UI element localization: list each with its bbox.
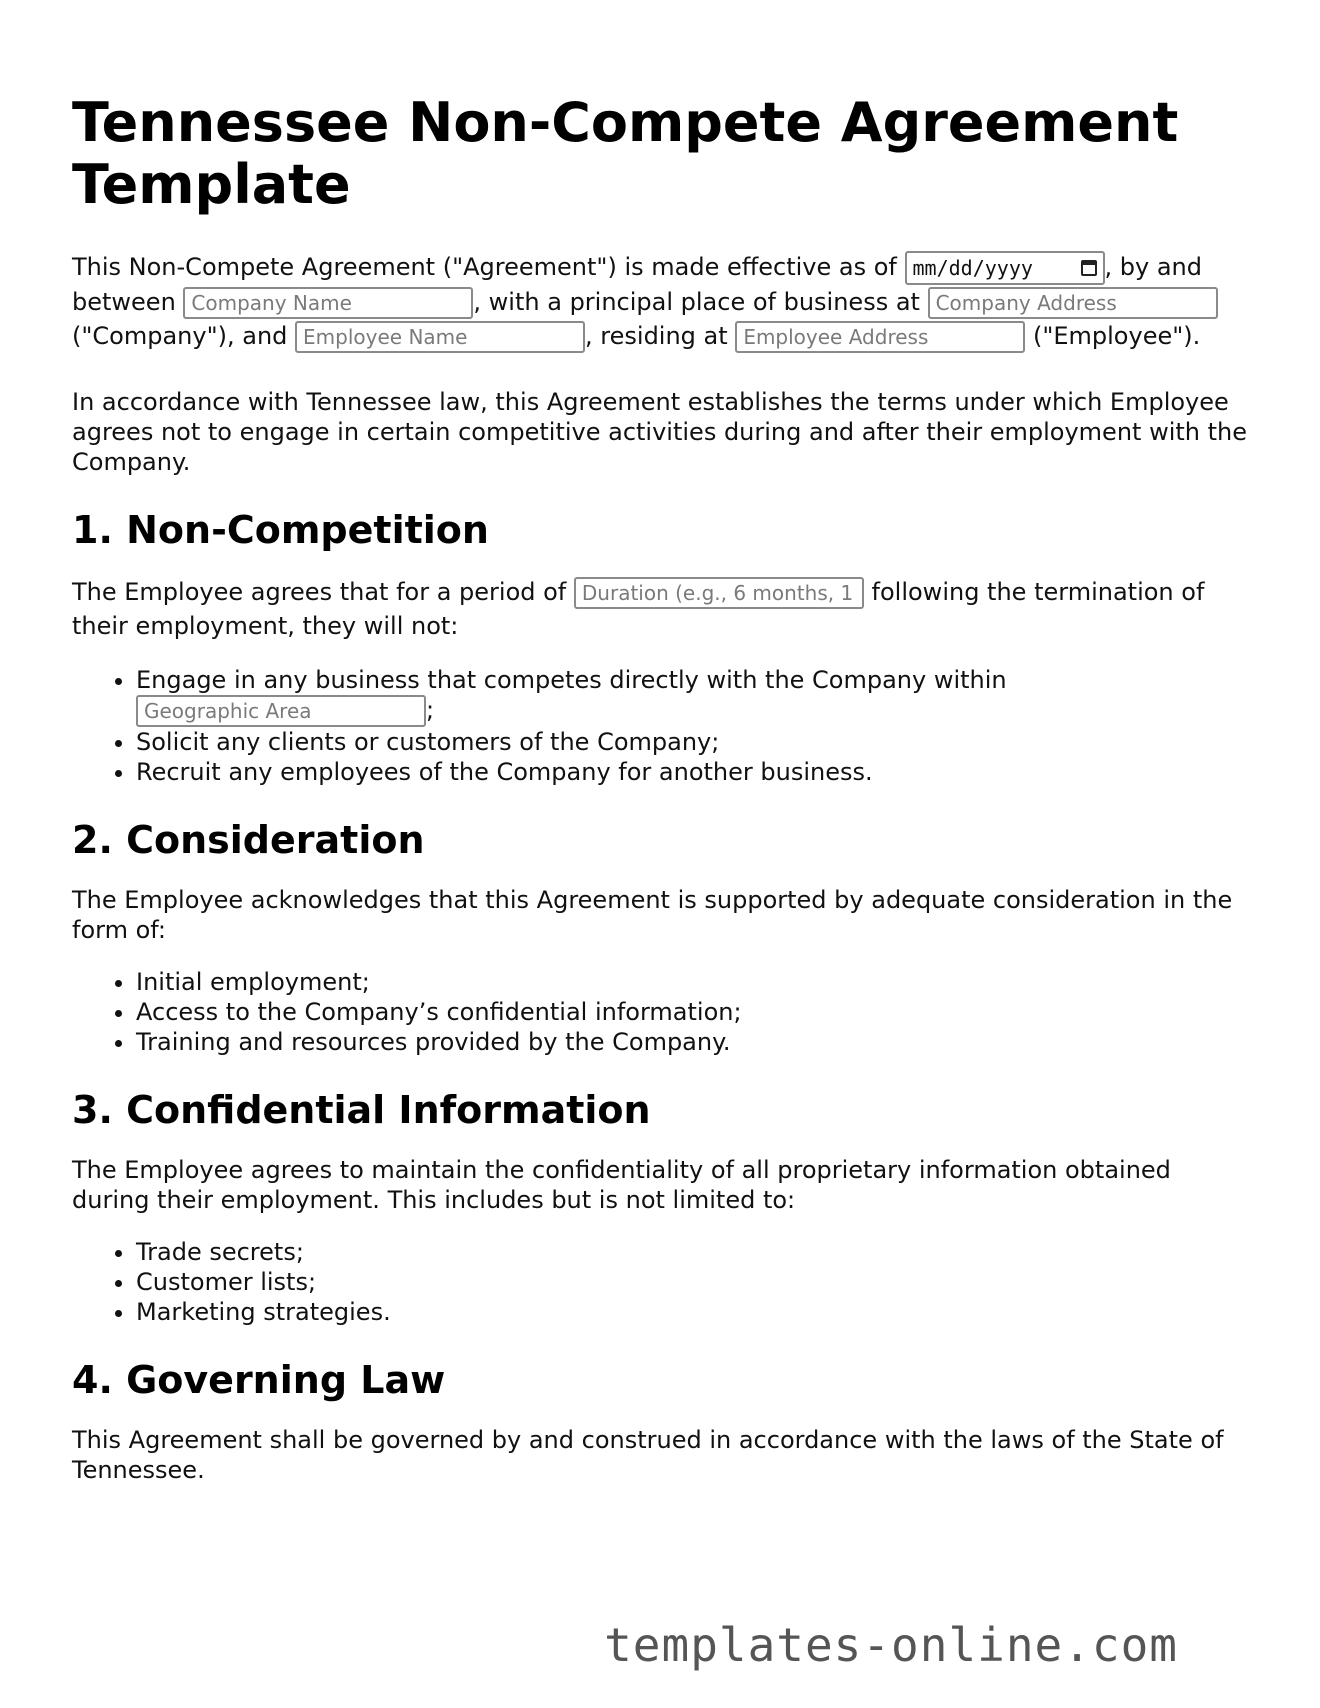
- date-value: mm/dd/yyyy: [912, 256, 1033, 280]
- employee-address-input[interactable]: [735, 321, 1025, 353]
- list-item: • Solicit any clients or customers of the Company;: [136, 727, 1252, 757]
- intro-text-3: , with a principal place of business at: [473, 288, 920, 316]
- list-item-text: Engage in any business that competes directly with the Company within: [136, 666, 1007, 694]
- section-2-paragraph: The Employee acknowledges that this Agreement is supported by adequate consideration in the form of:: [72, 886, 1233, 944]
- section-3-heading: 3. Confidential Information: [72, 1088, 651, 1132]
- section-3-paragraph: The Employee agrees to maintain the confidentiality of all proprietary information obtained during their employment. This includes but is not limited to:: [72, 1156, 1171, 1214]
- list-item: • Marketing strategies.: [136, 1297, 1252, 1327]
- effective-date-input[interactable]: [905, 251, 1105, 285]
- document-page: [72, 0, 1252, 1485]
- calendar-icon[interactable]: [1081, 260, 1097, 276]
- intro-text-1: This Non-Compete Agreement ("Agreement") is made effective as of: [72, 253, 897, 281]
- section-1-text-2: following the termination of their employment, they will not:: [72, 578, 1205, 640]
- company-address-input[interactable]: [928, 287, 1218, 319]
- confidential-list: [72, 1237, 1252, 1327]
- page-title: Tennessee Non-Compete Agreement Template: [72, 91, 1179, 216]
- list-item: • Access to the Company’s confidential information;: [136, 997, 1252, 1027]
- list-item: • Recruit any employees of the Company for another business.: [136, 757, 1252, 787]
- intro-text-2: , by and between: [72, 253, 1202, 316]
- intro-paragraph: [72, 250, 1252, 353]
- intro-text-5: , residing at: [585, 322, 728, 350]
- section-1-paragraph: [72, 575, 1252, 643]
- section-4-paragraph: This Agreement shall be governed by and construed in accordance with the laws of the State of Tennessee.: [72, 1426, 1224, 1484]
- list-item: • Training and resources provided by the Company.: [136, 1027, 1252, 1057]
- section-1-heading: 1. Non-Competition: [72, 508, 489, 552]
- section-4-heading: 4. Governing Law: [72, 1358, 446, 1402]
- watermark: templates-online.com: [604, 1618, 1178, 1672]
- list-item: • Initial employment;: [136, 967, 1252, 997]
- company-name-input[interactable]: [183, 287, 473, 319]
- list-item: [136, 665, 1252, 727]
- list-item-end: ;: [426, 696, 435, 724]
- duration-input[interactable]: [574, 577, 864, 609]
- intro-text-6: ("Employee").: [1032, 322, 1201, 350]
- list-item: • Customer lists;: [136, 1267, 1252, 1297]
- intro-text-4: ("Company"), and: [72, 322, 288, 350]
- section-1-text-1: The Employee agrees that for a period of: [72, 578, 567, 606]
- section-2-heading: 2. Consideration: [72, 818, 425, 862]
- geographic-area-input[interactable]: [136, 695, 426, 727]
- consideration-list: [72, 967, 1252, 1057]
- purpose-paragraph: In accordance with Tennessee law, this Agreement establishes the terms under which Employee agrees not to engage in certain competitive activities during and after their employment with the Company.: [72, 388, 1248, 476]
- list-item: • Trade secrets;: [136, 1237, 1252, 1267]
- non-compete-list: [72, 665, 1252, 787]
- employee-name-input[interactable]: [295, 321, 585, 353]
